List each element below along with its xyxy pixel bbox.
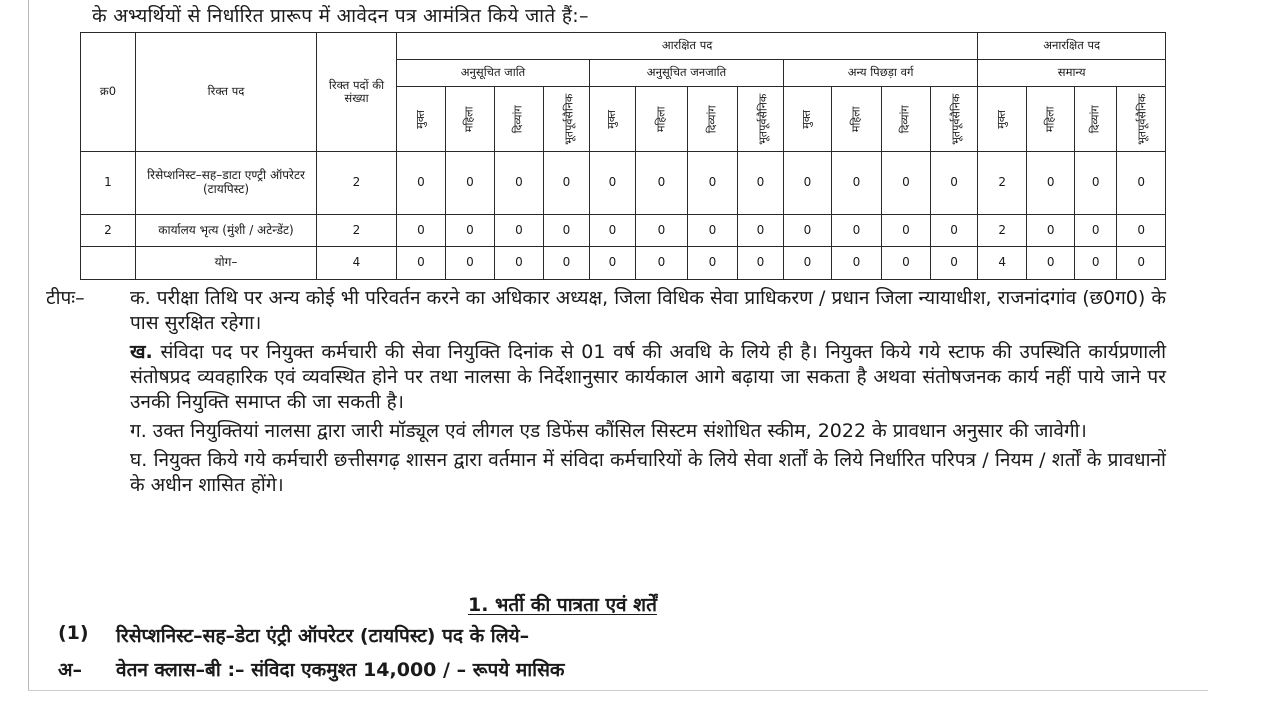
- note-gha-label: घ.: [130, 449, 148, 471]
- value-cell: 0: [784, 152, 832, 215]
- row-count: 4: [317, 247, 397, 280]
- subcolumn-header: [397, 87, 446, 152]
- value-cell: 4: [978, 247, 1027, 280]
- value-cell: 0: [738, 152, 784, 215]
- header-sno: क्र0: [81, 33, 136, 152]
- item-a-text: वेतन क्लास–बी :– संविदा एकमुश्त 14,000 / – रूपये मासिक: [116, 659, 565, 681]
- value-cell: 0: [882, 152, 931, 215]
- value-cell: 0: [882, 247, 931, 280]
- value-cell: 0: [495, 214, 544, 247]
- value-cell: 0: [688, 152, 738, 215]
- value-cell: 0: [544, 214, 590, 247]
- item-1-number: (1): [58, 622, 89, 644]
- subcolumn-header: [544, 87, 590, 152]
- note-kha-text: संविदा पद पर नियुक्त कर्मचारी की सेवा नियुक्ति दिनांक से 01 वर्ष की अवधि के लिये ही है। नियुक्त किये गये स्टाफ की उपस्थिति कार्यप्रणाली संतोषप्रद व्यवहारिक एवं व्यवस्थित होने पर तथा नालसा के निर्देशानुसार कार्यकाल आगे बढ़ाया जा सकता है अथवा संतोषजनक कार्य नहीं पाये जाने पर उनकी नियुक्ति समाप्त की जा सकती है।: [130, 341, 1167, 413]
- note-ka-label: क.: [130, 287, 151, 309]
- table-row-total: [81, 247, 1166, 280]
- value-cell: 0: [590, 152, 636, 215]
- value-cell: 0: [544, 152, 590, 215]
- note-gha: [46, 448, 1166, 498]
- row-sno: [81, 247, 136, 280]
- subcolumn-label: मुक्त: [994, 110, 1008, 129]
- subcolumn-label: महिला: [654, 106, 668, 133]
- value-cell: 0: [882, 214, 931, 247]
- value-cell: 0: [931, 152, 978, 215]
- subcolumn-label: मुक्त: [800, 110, 814, 129]
- value-cell: 0: [397, 214, 446, 247]
- value-cell: 0: [832, 247, 882, 280]
- note-ga-text: उक्त नियुक्तियां नालसा द्वारा जारी मॉड्यूल एवं लीगल एड डिफेंस कौंसिल सिस्टम संशोधित स्कीम, 2022 के प्रावधान अनुसार की जावेगी।: [152, 420, 1087, 442]
- value-cell: 0: [446, 152, 495, 215]
- value-cell: 0: [832, 152, 882, 215]
- subcolumn-label: मुक्त: [605, 110, 619, 129]
- section-title: 1. भर्ती की पात्रता एवं शर्तें: [468, 594, 657, 616]
- subcolumn-header: [495, 87, 544, 152]
- value-cell: 0: [931, 214, 978, 247]
- row-sno: 2: [81, 214, 136, 247]
- header-unreserved: अनारक्षित पद: [978, 33, 1166, 60]
- group-st: अनुसूचित जनजाति: [590, 60, 784, 87]
- subcolumn-header: [688, 87, 738, 152]
- notes-section: [46, 286, 1166, 498]
- subcolumn-label: मुक्त: [413, 110, 427, 129]
- subcolumn-header: [832, 87, 882, 152]
- note-kha: [46, 340, 1166, 415]
- value-cell: 0: [446, 247, 495, 280]
- value-cell: 0: [397, 152, 446, 215]
- value-cell: 0: [1027, 152, 1075, 215]
- value-cell: 0: [636, 214, 688, 247]
- value-cell: 0: [1117, 152, 1166, 215]
- subcolumn-label: भूतपूर्वसैनिक: [1135, 93, 1149, 146]
- row-post: कार्यालय भृत्य (मुंशी / अटेन्डेंट): [136, 214, 317, 247]
- value-cell: 0: [784, 214, 832, 247]
- value-cell: 0: [1075, 214, 1117, 247]
- item-a-number: अ–: [58, 659, 83, 681]
- subcolumn-header: [590, 87, 636, 152]
- value-cell: 0: [784, 247, 832, 280]
- subcolumn-label: महिला: [849, 106, 863, 133]
- header-count: रिक्त पदों की संख्या: [317, 33, 397, 152]
- value-cell: 0: [397, 247, 446, 280]
- subcolumn-header: [636, 87, 688, 152]
- subcolumn-header: [978, 87, 1027, 152]
- subcolumn-label: भूतपूर्वसैनिक: [562, 93, 576, 146]
- page-edge-bottom: [28, 690, 1208, 691]
- subcolumn-label: महिला: [1043, 106, 1057, 133]
- subcolumn-label: दिव्यांग: [511, 105, 525, 134]
- row-count: 2: [317, 214, 397, 247]
- subcolumn-label: दिव्यांग: [898, 105, 912, 134]
- value-cell: 0: [590, 247, 636, 280]
- table-row: [81, 214, 1166, 247]
- value-cell: 0: [1075, 152, 1117, 215]
- value-cell: 0: [738, 247, 784, 280]
- subcolumn-header: [1117, 87, 1166, 152]
- value-cell: 0: [688, 247, 738, 280]
- value-cell: 0: [1117, 247, 1166, 280]
- subcolumn-header: [446, 87, 495, 152]
- value-cell: 0: [544, 247, 590, 280]
- value-cell: 0: [1117, 214, 1166, 247]
- value-cell: 0: [1075, 247, 1117, 280]
- note-kha-label: ख.: [130, 341, 153, 363]
- value-cell: 0: [636, 152, 688, 215]
- row-sno: 1: [81, 152, 136, 215]
- item-1-text: रिसेप्शनिस्ट–सह–डेटा एंट्री ऑपरेटर (टायपिस्ट) पद के लिये–: [116, 625, 530, 647]
- group-sc: अनुसूचित जाति: [397, 60, 590, 87]
- subcolumn-header: [931, 87, 978, 152]
- value-cell: 0: [495, 152, 544, 215]
- note-tip-label: टीपः–: [46, 287, 85, 309]
- header-post: रिक्त पद: [136, 33, 317, 152]
- subcolumn-header: [1075, 87, 1117, 152]
- value-cell: 0: [688, 214, 738, 247]
- subcolumn-header: [882, 87, 931, 152]
- row-count: 2: [317, 152, 397, 215]
- subcolumn-label: महिला: [462, 106, 476, 133]
- value-cell: 0: [931, 247, 978, 280]
- note-ka: [46, 286, 1166, 336]
- subcolumn-label: दिव्यांग: [705, 105, 719, 134]
- page-edge-left: [28, 0, 29, 690]
- note-ka-text: परीक्षा तिथि पर अन्य कोई भी परिवर्तन करने का अधिकार अध्यक्ष, जिला विधिक सेवा प्राधिकरण / प्रधान जिला न्यायाधीश, राजनांदगांव (छ0ग0) के पास सुरक्षित रहेगा।: [130, 287, 1166, 334]
- value-cell: 2: [978, 152, 1027, 215]
- row-post: योग–: [136, 247, 317, 280]
- subcolumn-header: [784, 87, 832, 152]
- header-reserved: आरक्षित पद: [397, 33, 978, 60]
- value-cell: 0: [1027, 247, 1075, 280]
- value-cell: 2: [978, 214, 1027, 247]
- subcolumn-label: भूतपूर्वसैनिक: [756, 93, 770, 146]
- subcolumn-header: [1027, 87, 1075, 152]
- note-ga-label: ग.: [130, 420, 147, 442]
- value-cell: 0: [1027, 214, 1075, 247]
- value-cell: 0: [446, 214, 495, 247]
- vacancy-table: [80, 32, 1166, 280]
- group-general: समान्य: [978, 60, 1166, 87]
- group-obc: अन्य पिछड़ा वर्ग: [784, 60, 978, 87]
- subcolumn-header: [738, 87, 784, 152]
- value-cell: 0: [832, 214, 882, 247]
- note-gha-text: नियुक्त किये गये कर्मचारी छत्तीसगढ़ शासन द्वारा वर्तमान में संविदा कर्मचारियों के लिये सेवा शर्तों के लिये निर्धारित परिपत्र / नियम / शर्तों के प्रावधानों के अधीन शासित होंगे।: [130, 449, 1166, 496]
- value-cell: 0: [738, 214, 784, 247]
- table-row: [81, 152, 1166, 215]
- value-cell: 0: [590, 214, 636, 247]
- subcolumn-label: भूतपूर्वसैनिक: [949, 93, 963, 146]
- row-post: रिसेप्शनिस्ट–सह–डाटा एण्ट्री ऑपरेटर (टायपिस्ट): [136, 152, 317, 215]
- note-ga: [46, 419, 1166, 444]
- subcolumn-label: दिव्यांग: [1088, 105, 1102, 134]
- value-cell: 0: [636, 247, 688, 280]
- intro-line: के अभ्यर्थियों से निर्धारित प्रारूप में आवेदन पत्र आमंत्रित किये जाते हैं:–: [92, 5, 589, 27]
- value-cell: 0: [495, 247, 544, 280]
